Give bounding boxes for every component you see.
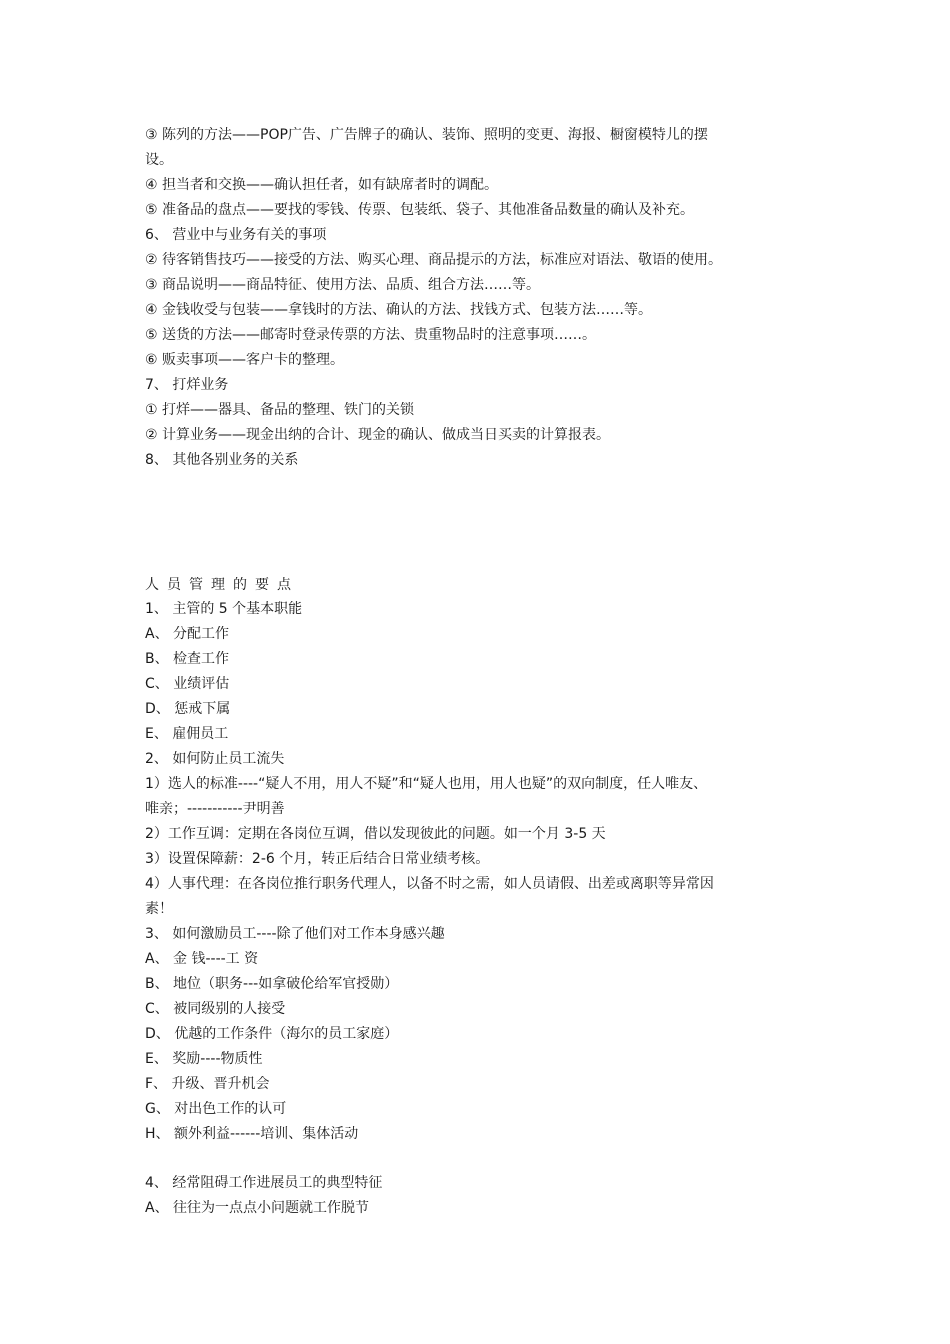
section-heading: 1、 主管的 5 个基本职能 xyxy=(145,601,303,617)
text-line: 素！ xyxy=(145,901,173,917)
text-line: 唯亲；-----------尹明善 xyxy=(145,801,285,817)
list-item: A、 往往为一点点小问题就工作脱节 xyxy=(145,1200,370,1216)
text-line: ④ 金钱收受与包装——拿钱时的方法、确认的方法、找钱方式、包装方法……等。 xyxy=(145,302,652,318)
list-item: C、 业绩评估 xyxy=(145,676,230,692)
list-item: E、 奖励----物质性 xyxy=(145,1051,263,1067)
list-item: A、 分配工作 xyxy=(145,626,230,642)
text-line: ③ 陈列的方法——POP广告、广告牌子的确认、装饰、照明的变更、海报、橱窗模特儿的摆 xyxy=(145,127,708,143)
list-item: A、 金 钱----工 资 xyxy=(145,951,259,967)
section-heading: 8、 其他各别业务的关系 xyxy=(145,452,299,468)
section-heading: 7、 打烊业务 xyxy=(145,377,229,393)
list-item: H、 额外利益------培训、集体活动 xyxy=(145,1126,359,1142)
list-item: D、 惩戒下属 xyxy=(145,701,231,717)
list-item: B、 地位（职务---如拿破伦给军官授勋） xyxy=(145,976,399,992)
text-line: ① 打烊——器具、备品的整理、铁门的关锁 xyxy=(145,402,414,418)
text-line: 1）选人的标准----“疑人不用，用人不疑”和“疑人也用，用人也疑”的双向制度，任人唯友、 xyxy=(145,776,708,792)
text-line: ⑤ 送货的方法——邮寄时登录传票的方法、贵重物品时的注意事项……。 xyxy=(145,327,596,343)
text-line: ② 计算业务——现金出纳的合计、现金的确认、做成当日买卖的计算报表。 xyxy=(145,427,610,443)
section-heading: 6、 营业中与业务有关的事项 xyxy=(145,227,327,243)
list-item: F、 升级、晋升机会 xyxy=(145,1076,270,1092)
list-item: C、 被同级别的人接受 xyxy=(145,1001,286,1017)
text-line: 4）人事代理：在各岗位推行职务代理人，以备不时之需，如人员请假、出差或离职等异常因 xyxy=(145,876,714,892)
text-line: 设。 xyxy=(145,152,173,168)
list-item: E、 雇佣员工 xyxy=(145,726,229,742)
text-line: ⑤ 准备品的盘点——要找的零钱、传票、包装纸、袋子、其他准备品数量的确认及补充。 xyxy=(145,202,694,218)
text-line: ④ 担当者和交换——确认担任者，如有缺席者时的调配。 xyxy=(145,177,498,193)
list-item: G、 对出色工作的认可 xyxy=(145,1101,287,1117)
text-line: 3）设置保障薪：2-6 个月，转正后结合日常业绩考核。 xyxy=(145,851,490,867)
section-heading: 4、 经常阻碍工作进展员工的典型特征 xyxy=(145,1175,383,1191)
section-heading: 2、 如何防止员工流失 xyxy=(145,751,285,767)
text-line: 2）工作互调：定期在各岗位互调，借以发现彼此的问题。如一个月 3-5 天 xyxy=(145,826,606,842)
document-section-title: 人员管理的要点 xyxy=(145,577,299,593)
list-item: D、 优越的工作条件（海尔的员工家庭） xyxy=(145,1026,399,1042)
section-heading: 3、 如何激励员工----除了他们对工作本身感兴趣 xyxy=(145,926,445,942)
list-item: B、 检查工作 xyxy=(145,651,230,667)
text-line: ③ 商品说明——商品特征、使用方法、品质、组合方法……等。 xyxy=(145,277,540,293)
text-line: ② 待客销售技巧——接受的方法、购买心理、商品提示的方法，标准应对语法、敬语的使用。 xyxy=(145,252,722,268)
text-line: ⑥ 贩卖事项——客户卡的整理。 xyxy=(145,352,345,368)
